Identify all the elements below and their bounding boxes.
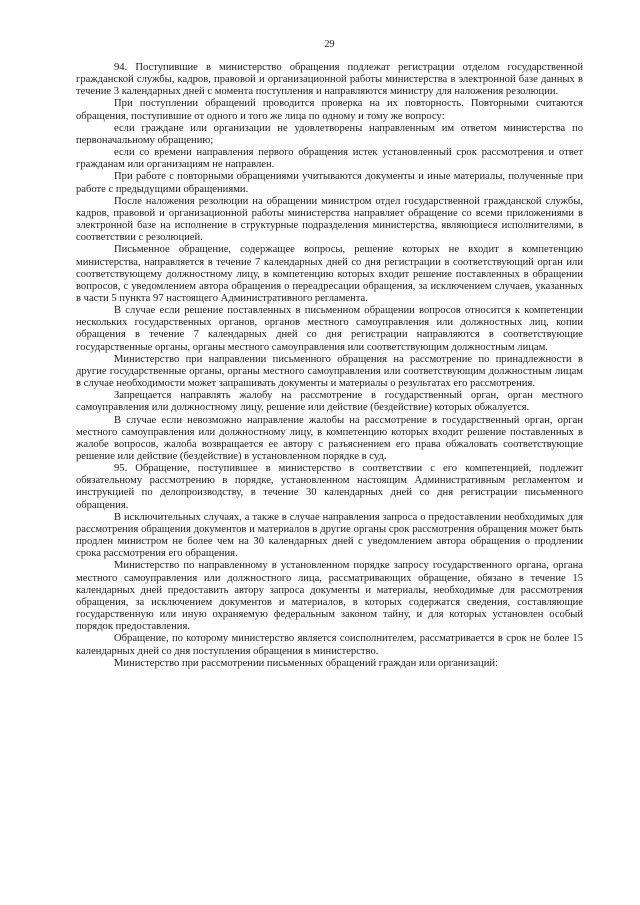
paragraph: Письменное обращение, содержащее вопросы, решение которых не входит в компетенцию министерства, направляется в течение 7 календарных дней со дня регистрации в соответствующий орган или соответствующему должностному лицу, в компетенцию которых входит решение поставленных в обращении вопросов, с уведомлением автора обращения о переадресации обращения, за исключением случаев, указанных в части 5 пункта 97 настоящего Административного регламента.: [76, 244, 583, 304]
paragraph: В исключительных случаях, а также в случае направления запроса о предоставлении необходимых для рассмотрения обращения документов и материалов в другие органы срок рассмотрения обращения может быть продлен министром не более чем на 30 календарных дней с уведомлением автора обращения о продлении срока рассмотрения его обращения.: [76, 511, 583, 560]
document-page: [76, 0, 583, 905]
paragraph: Министерство при направлении письменного обращения на рассмотрение по принадлежности в другие государственные органы, органы местного самоуправления или соответствующим должностным лицам в случае необходимости может запрашивать документы и материалы о результатах его рассмотрения.: [76, 353, 583, 390]
paragraph: 95. Обращение, поступившее в министерство в соответствии с его компетенцией, подлежит обязательному рассмотрению в порядке, установленном настоящим Административным регламентом и инструкцией по делопроизводству, в течение 30 календарных дней со дня регистрации письменного обращения.: [76, 463, 583, 511]
paragraph: 94. Поступившие в министерство обращения подлежат регистрации отделом государственной гражданской службы, кадров, правовой и организационной работы министерства в электронной базе данных в течение 3 календарных дней с момента поступления и направляются министру для наложения резолюции.: [76, 62, 583, 98]
paragraph: В случае если решение поставленных в письменном обращении вопросов относится к компетенции нескольких государственных органов, органов местного самоуправления или должностных лиц, копии обращения в течение 7 календарных дней со дня регистрации направляются в соответствующие государственные органы, органы местного самоуправления или соответствующим должностным лицам.: [76, 305, 583, 353]
paragraph: После наложения резолюции на обращении министром отдел государственной гражданской службы, кадров, правовой и организационной работы министерства направляет обращение со всеми приложениями в электронной базе на исполнение в структурные подразделения министерства, являющиеся исполнителями, в соответствии с резолюцией.: [76, 195, 583, 244]
paragraph: Министерство при рассмотрении письменных обращений граждан или организаций:: [114, 657, 498, 669]
paragraph: если со времени направления первого обращения истек установленный срок рассмотрения и ответ гражданам или организациям не направлен.: [76, 147, 583, 171]
paragraph: Министерство по направленному в установленном порядке запросу государственного органа, органа местного самоуправления или должностного лица, рассматривающих обращение, обязано в течение 15 календарных дней предоставить автору запроса документы и материалы, необходимые для рассмотрения обращения, за исключением документов и материалов, в которых содержатся сведения, составляющие государственную или иную охраняемую федеральным законом тайну, и для которых установлен особый порядок предоставления.: [76, 560, 583, 633]
paragraph: В случае если невозможно направление жалобы на рассмотрение в государственный орган, орган местного самоуправления или должностному лицу, в компетенцию которых входит решение поставленных в жалобе вопросов, жалоба возвращается ее автору с разъяснением его права обжаловать соответствующие решение или действие (бездействие) в установленном порядке в суд.: [76, 414, 583, 462]
document-body: [76, 62, 583, 670]
page-number: 29: [324, 39, 335, 50]
paragraph: Запрещается направлять жалобу на рассмотрение в государственный орган, орган местного самоуправления или должностному лицу, решение или действие (бездействие) которых обжалуется.: [76, 390, 583, 414]
paragraph: если граждане или организации не удовлетворены направленным им ответом министерства по первоначальному обращению;: [76, 122, 583, 146]
paragraph: Обращение, по которому министерство является соисполнителем, рассматривается в срок не более 15 календарных дней со дня поступления обращения в министерство.: [76, 633, 583, 657]
paragraph: При поступлении обращений проводится проверка на их повторность. Повторными считаются обращения, поступившие от одного и того же лица по одному и тому же вопросу:: [76, 98, 583, 122]
paragraph: При работе с повторными обращениями учитываются документы и иные материалы, полученные при работе с предыдущими обращениями.: [76, 171, 583, 195]
